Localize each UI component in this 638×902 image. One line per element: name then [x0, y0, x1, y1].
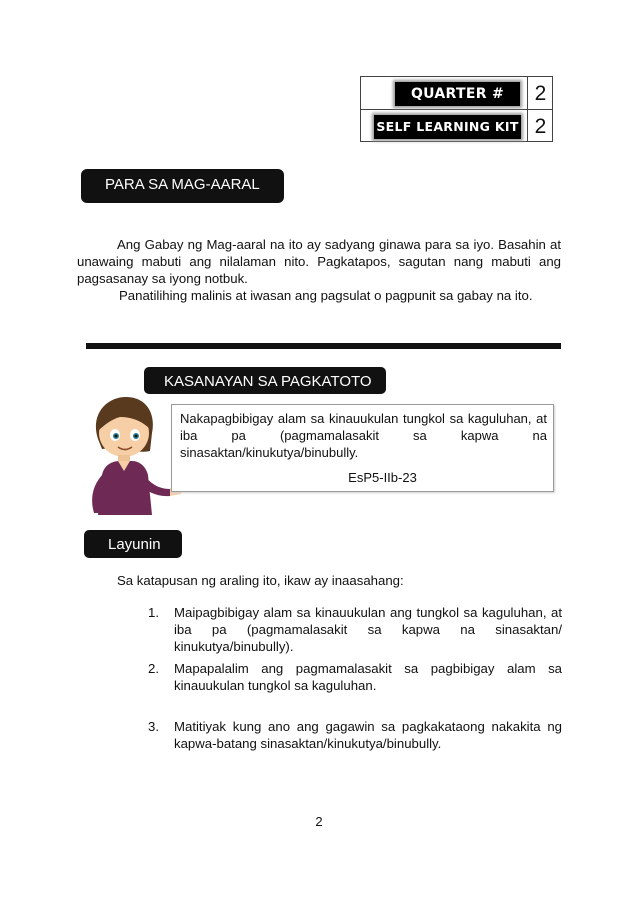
kit-label: SELF LEARNING KIT # [374, 115, 521, 139]
intro-text [77, 236, 561, 304]
intro-paragraph-2: Panatilihing malinis at iwasan ang pagsulat o pagpunit sa gabay na ito. [119, 288, 533, 303]
kit-row [361, 110, 552, 158]
quarter-label: QUARTER # [395, 82, 520, 106]
competency-box [171, 404, 554, 492]
list-item-text: Matitiyak kung ano ang gagawin sa pagkakataong nakakita ng kapwa-batang sinasaktan/kinukutya/binubully. [174, 719, 562, 751]
teacher-illustration [84, 393, 184, 518]
page-number: 2 [315, 814, 323, 829]
layunin-heading: Layunin [84, 530, 182, 558]
list-item-number: 3. [148, 719, 159, 734]
kit-value: 2 [534, 115, 547, 138]
competency-code: EsP5-IIb-23 [348, 470, 417, 485]
section-divider [86, 343, 561, 349]
competency-text: Nakapagbibigay alam sa kinauukulan tungkol sa kaguluhan, at iba pa (pagmamalasakit sa kapwa na sinasaktan/kinukutya/binubully. [180, 411, 547, 460]
list-item-number: 2. [148, 661, 159, 676]
layunin-lead: Sa katapusan ng araling ito, ikaw ay inaasahang: [117, 573, 404, 588]
list-item-text: Maipagbibigay alam sa kinauukulan ang tungkol sa kaguluhan, at iba pa (pagmamalasakit sa kapwa na sinasaktan/ kinukutya/binubully). [174, 605, 562, 654]
list-item-text: Mapapalalim ang pagmamalasakit sa pagbibigay alam sa kinauukulan tungkol sa kaguluhan. [174, 661, 562, 693]
quarter-value: 2 [534, 82, 547, 105]
para-sa-mag-aaral-heading: PARA SA MAG-AARAL [81, 169, 284, 203]
list-item-number: 1. [148, 605, 159, 620]
quarter-table [360, 76, 553, 158]
intro-paragraph-1: Ang Gabay ng Mag-aaral na ito ay sadyang ginawa para sa iyo. Basahin at unawaing mabuti ang nilalaman nito. Pagkatapos, sagutan nang mabuti ang pagsasanay sa iyong notbuk. [77, 237, 561, 286]
quarter-row [361, 77, 552, 110]
kasanayan-heading: KASANAYAN SA PAGKATOTO [144, 367, 386, 394]
